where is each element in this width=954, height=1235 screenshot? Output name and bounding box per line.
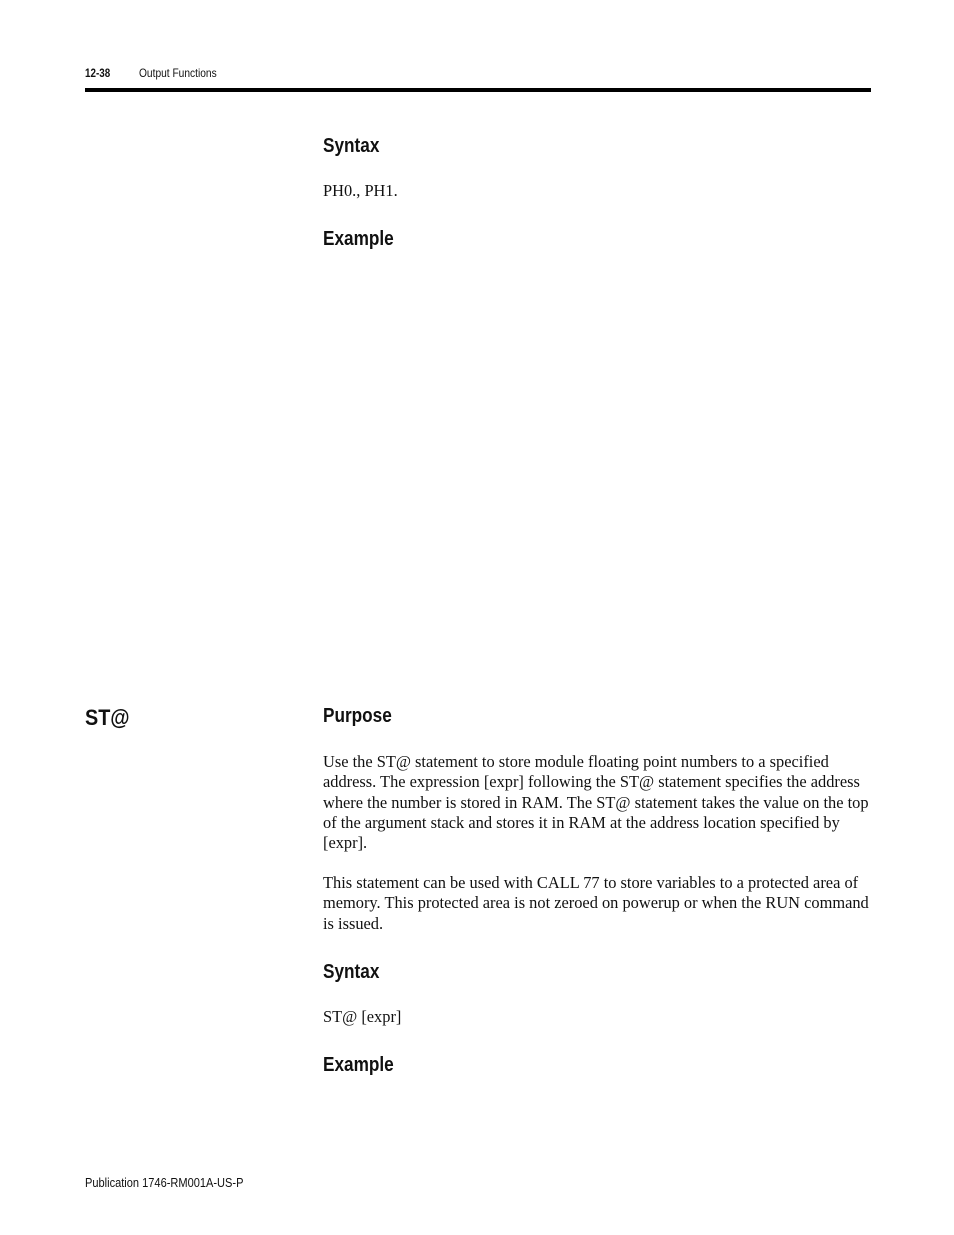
syntax-heading: Syntax: [323, 961, 380, 983]
header-rule: [85, 88, 871, 92]
syntax-heading: Syntax: [323, 135, 380, 157]
publication-footer: Publication 1746-RM001A-US-P: [85, 1175, 244, 1190]
example-heading: Example: [323, 1054, 394, 1076]
purpose-paragraph-1: Use the ST@ statement to store module floating point numbers to a specified address. The expression [expr] following the ST@ statement specifies the address where the number is stored in RAM. The ST@ statement takes the value on the top of the argument stack and stores it in RAM at the address location specified by [expr].: [323, 752, 869, 853]
purpose-heading: Purpose: [323, 705, 392, 727]
page-number: 12-38: [85, 66, 111, 80]
syntax-text: ST@ [expr]: [323, 1007, 402, 1026]
section-title: Output Functions: [139, 66, 217, 80]
purpose-paragraph-2: This statement can be used with CALL 77 to store variables to a protected area of memory. This protected area is not zeroed on powerup or when the RUN command is issued.: [323, 873, 869, 933]
example-heading: Example: [323, 228, 394, 250]
syntax-text: PH0., PH1.: [323, 181, 398, 200]
st-title: ST@: [85, 705, 130, 730]
